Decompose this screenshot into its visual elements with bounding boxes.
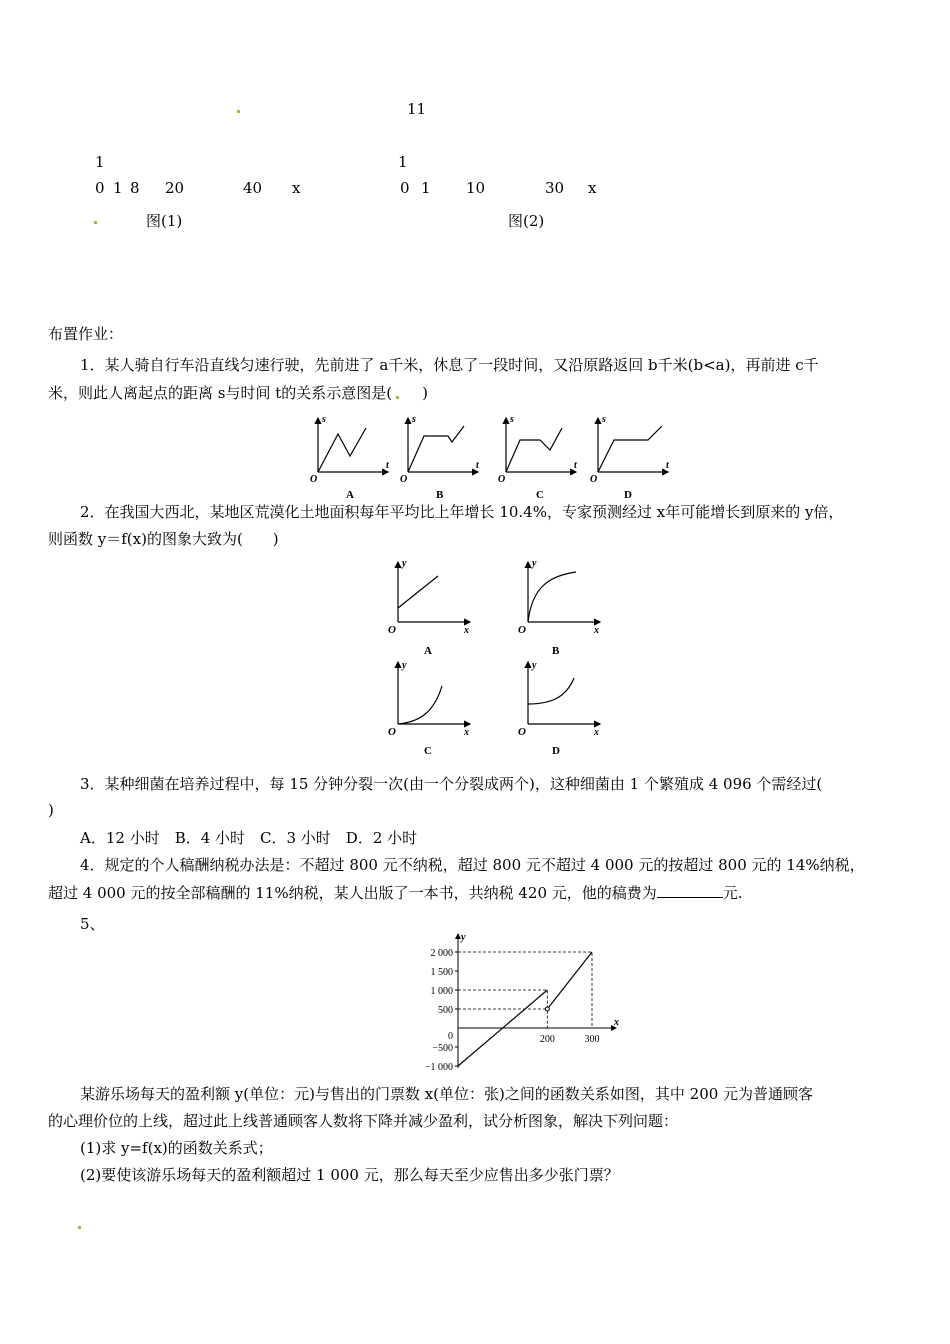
q1-graph-d-label: D xyxy=(624,489,632,501)
q3-line2: ) xyxy=(48,801,54,819)
fig2-x-tick-1: 1 xyxy=(421,179,431,197)
q5-y-tick-label: −500 xyxy=(432,1043,453,1054)
q2-graph-a-o: O xyxy=(388,624,396,636)
q1-graph-d-s: s xyxy=(602,414,606,425)
q5-series-line-2 xyxy=(547,952,592,1009)
q1-graph-c-label: C xyxy=(536,489,544,501)
q5-number: 5、 xyxy=(80,915,105,933)
q1-graph-a-label: A xyxy=(346,489,354,501)
q5-y-tick-label: 2 000 xyxy=(430,948,453,959)
q5-guides xyxy=(458,952,592,1028)
q2-graph-b-x: x xyxy=(594,625,599,636)
q4-line1: 4．规定的个人稿酬纳税办法是：不超过 800 元不纳税，超过 800 元不超过 4 000 元的按超过 800 元的 14%纳税， xyxy=(80,856,865,874)
q1-graph-c-curve xyxy=(506,428,562,472)
q2-graph-c-y: y xyxy=(402,660,407,671)
q5-x-tick-label: 300 xyxy=(584,1034,600,1045)
q2-graph-c-o: O xyxy=(388,726,396,738)
q5-origin-label: 0 xyxy=(448,1031,453,1042)
q1-graph-a-s: s xyxy=(322,414,326,425)
q2-graph-a-curve xyxy=(398,576,438,608)
decor-dot-4 xyxy=(78,1226,81,1229)
q1-graph-c-s: s xyxy=(510,414,514,425)
q2-graph-d-x: x xyxy=(594,727,599,738)
q2-graph-b-y: y xyxy=(532,558,537,569)
q1-graph-a-curve xyxy=(318,428,366,472)
q1-graph-d xyxy=(590,414,670,501)
q5-sub2: (2)要使该游乐场每天的盈利额超过 1 000 元，那么每天至少应售出多少张门票？ xyxy=(80,1166,619,1184)
q2-graph-b xyxy=(518,558,600,657)
q1-line2: 米，则此人离起点的距离 s与时间 t的关系示意图是( ) xyxy=(48,384,428,402)
q1-graph-c-t: t xyxy=(574,460,577,471)
q2-option-graphs xyxy=(380,558,620,758)
q5-para2: 的心理价位的上线，超过此上线普通顾客人数将下降并减少盈利，试分析图象，解决下列问题： xyxy=(48,1112,679,1130)
q1-graph-a-t: t xyxy=(386,460,389,471)
homework-heading: 布置作业： xyxy=(48,325,124,343)
q2-graph-c-curve xyxy=(398,686,442,724)
q1-option-graphs xyxy=(300,410,680,506)
q2-line1: 2．在我国大西北，某地区荒漠化土地面积每年平均比上年增长 10.4%，专家预测经过 x年可能增长到原来的 y倍， xyxy=(80,503,844,521)
fig1-x-tick-5: x xyxy=(292,179,301,197)
q2-graph-d xyxy=(518,660,600,757)
q5-profit-chart xyxy=(410,930,619,1085)
fig2-x-tick-4: x xyxy=(588,179,597,197)
q2-graph-c xyxy=(388,660,470,757)
q2-graph-b-curve xyxy=(528,572,576,622)
q1-graph-d-t: t xyxy=(666,460,669,471)
q1-graph-a xyxy=(310,414,390,501)
q1-graph-b xyxy=(400,414,480,501)
fig1-x-tick-1: 1 xyxy=(113,179,123,197)
q5-x-tick-label: 200 xyxy=(539,1034,555,1045)
q2-graph-a-label: A xyxy=(424,645,432,657)
q5-x-axis-label: x xyxy=(614,1017,619,1028)
q3-line1: 3．某种细菌在培养过程中，每 15 分钟分裂一次(由一个分裂成两个)，这种细菌由 1 个繁殖成 4 096 个需经过( xyxy=(80,775,823,793)
q2-graph-a-y: y xyxy=(402,558,407,569)
q2-graph-c-x: x xyxy=(464,727,469,738)
decor-dot-2 xyxy=(94,221,97,224)
q2-graph-d-label: D xyxy=(552,745,560,757)
q1-line1: 1．某人骑自行车沿直线匀速行驶，先前进了 a千米，休息了一段时间，又沿原路返回 b千米(b<a)，再前进 c千 xyxy=(80,356,819,374)
fig1-y-label: 1 xyxy=(95,153,105,171)
q5-y-tick-label: 1 000 xyxy=(430,986,453,997)
q2-graph-d-o: O xyxy=(518,726,526,738)
q1-graph-d-curve xyxy=(598,426,662,472)
q4-line2-unit: 元. xyxy=(722,884,743,902)
fig1-x-tick-0: 0 xyxy=(95,179,105,197)
q1-graph-b-label: B xyxy=(436,489,444,501)
q4-line2 xyxy=(48,880,908,906)
q2-graph-b-o: O xyxy=(518,624,526,636)
q2-line2: 则函数 y＝f(x)的图象大致为( ) xyxy=(48,530,279,548)
q2-graph-a-x: x xyxy=(464,625,469,636)
q5-y-tick-label: −1 000 xyxy=(424,1062,453,1073)
q2-graph-c-label: C xyxy=(424,745,432,757)
q5-y-tick-label: 1 500 xyxy=(430,967,453,978)
q1-graph-b-o: O xyxy=(400,474,408,485)
fig1-x-tick-2: 8 xyxy=(130,179,140,197)
q5-y-tick-label: 500 xyxy=(438,1005,453,1016)
answer-blank xyxy=(657,881,723,898)
fig2-y-label: 1 xyxy=(398,153,408,171)
fig2-x-tick-3: 30 xyxy=(545,179,565,197)
q5-para1: 某游乐场每天的盈利额 y(单位：元)与售出的门票数 x(单位：张)之间的函数关系如图，其中 200 元为普通顾客 xyxy=(80,1085,814,1103)
fig1-x-tick-4: 40 xyxy=(243,179,263,197)
q2-graph-a xyxy=(388,558,470,657)
q2-graph-d-y: y xyxy=(532,660,537,671)
fig2-x-tick-0: 0 xyxy=(400,179,410,197)
label-11: 11 xyxy=(407,100,427,118)
q1-graph-b-curve xyxy=(408,426,464,472)
q5-open-point xyxy=(545,1007,549,1011)
q2-graph-d-curve xyxy=(528,678,574,704)
q3-choices: A．12 小时 B．4 小时 C．3 小时 D．2 小时 xyxy=(80,829,418,847)
q1-graph-b-s: s xyxy=(412,414,416,425)
q1-graph-a-o: O xyxy=(310,474,318,485)
q1-graph-c-o: O xyxy=(498,474,506,485)
q2-graph-b-label: B xyxy=(552,645,560,657)
fig2-caption: 图(2) xyxy=(508,212,545,230)
fig1-x-tick-3: 20 xyxy=(165,179,185,197)
q5-sub1: (1)求 y=f(x)的函数关系式； xyxy=(80,1139,273,1157)
q4-line2-text: 超过 4 000 元的按全部稿酬的 11%纳税，某人出版了一本书，共纳税 420 元，他的稿费为 xyxy=(48,884,657,902)
q5-y-axis-label: y xyxy=(461,932,466,943)
decor-dot-1 xyxy=(237,110,240,113)
fig2-x-tick-2: 10 xyxy=(466,179,486,197)
fig1-caption: 图(1) xyxy=(146,212,183,230)
q1-graph-d-o: O xyxy=(590,474,598,485)
q1-graph-c xyxy=(498,414,578,501)
q1-graph-b-t: t xyxy=(476,460,479,471)
q5-tick-labels xyxy=(425,932,619,1073)
